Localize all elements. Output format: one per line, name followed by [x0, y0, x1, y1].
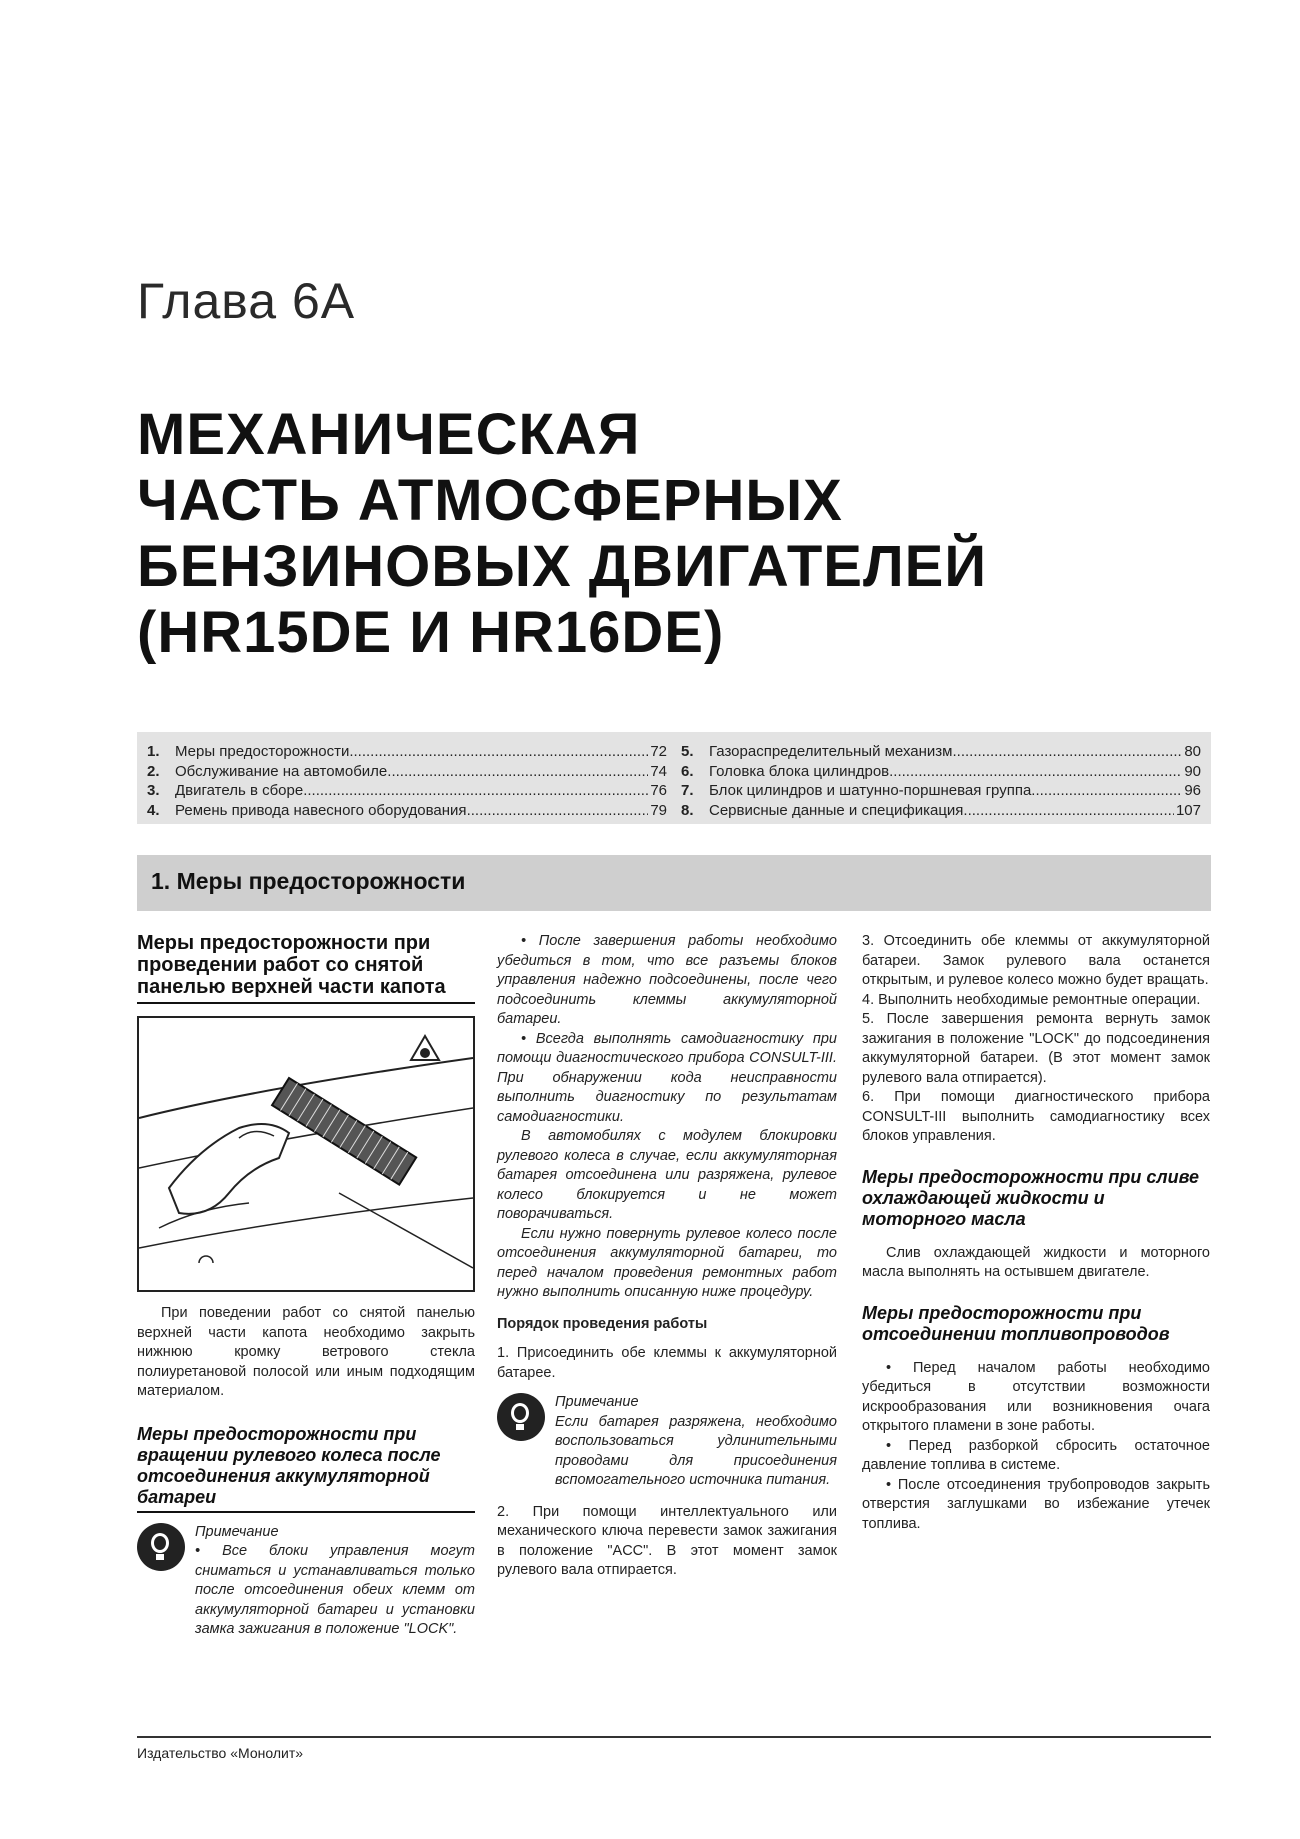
- note-block: [497, 1393, 837, 1491]
- toc-item-label: Блок цилиндров и шатунно-поршневая группа: [709, 782, 1032, 799]
- toc-item-label: Головка блока цилиндров: [709, 762, 890, 780]
- toc-item-label: Меры предосторожности: [175, 743, 350, 760]
- toc-item[interactable]: 4. Ремень привода навесного оборудования ..... 79: [147, 801, 667, 821]
- toc-item[interactable]: 6. Головка блока цилиндров ..... 90: [681, 762, 1201, 782]
- paragraph: • После завершения работы необходимо убедиться в том, что все разъемы блоков управления надежно подсоединены, после чего подсоединить клеммы аккумуляторной батареи.: [497, 933, 837, 1027]
- step: 3. Отсоединить обе клеммы от аккумуляторной батареи. Замок рулевого вала останется открытым, и рулевое колесо можно будет вращать.: [862, 933, 1210, 988]
- section-title: 1. Меры предосторожности: [151, 868, 466, 894]
- toc-leader: [963, 801, 1174, 821]
- bullet-item: • После отсоединения трубопроводов закрыть отверстия заглушками во избежание утечек топлива.: [862, 1476, 1210, 1532]
- toc-page-number: 80: [1184, 743, 1201, 760]
- windshield-illustration: [139, 1018, 473, 1290]
- toc-page-number: 76: [650, 782, 667, 799]
- lightbulb-icon: [497, 1393, 545, 1441]
- note-text: • Все блоки управления могут сниматься и устанавливаться только после отсоединения обеих клемм от аккумуляторной батареи и установки замка зажигания в положение "LOCK".: [195, 1543, 475, 1637]
- toc-leader: [1031, 781, 1182, 801]
- footer-divider: [137, 1736, 1211, 1738]
- step: 1. Присоединить обе клеммы к аккумуляторной батарее.: [497, 1345, 837, 1381]
- toc-item-label: Газораспределительный механизм: [709, 743, 953, 760]
- subsection-heading: Меры предосторожности при сливе охлаждающей жидкости и моторного масла: [862, 1166, 1199, 1229]
- toc-page-number: 90: [1184, 762, 1201, 780]
- paragraph: • Всегда выполнять самодиагностику при помощи диагностического прибора CONSULT-III. При обнаружении кода неисправности выполнить диагностику по результатам самодиагностики.: [497, 1030, 837, 1125]
- step: 4. Выполнить необходимые ремонтные операции.: [862, 991, 1201, 1008]
- toc-leader: [387, 762, 648, 782]
- title-line: (HR15DE И HR16DE): [137, 600, 725, 665]
- lightbulb-icon: [137, 1523, 185, 1571]
- toc-leader: [349, 742, 648, 762]
- toc-item-label: Двигатель в сборе: [175, 782, 304, 799]
- note-label: Примечание: [555, 1394, 639, 1410]
- figure-windshield-protection: [137, 1016, 475, 1292]
- subsection-heading: Меры предосторожности при вращении рулевого колеса после отсоединения аккумуляторной батареи: [137, 1424, 475, 1513]
- toc-page-number: 96: [1184, 782, 1201, 799]
- note-label: Примечание: [195, 1523, 279, 1540]
- toc-column-left: [147, 742, 667, 820]
- bullet-item: • Перед разборкой сбросить остаточное давление топлива в системе.: [862, 1437, 1210, 1473]
- toc-leader: [303, 781, 648, 801]
- toc-column-right: [681, 742, 1201, 820]
- toc-item-label: Обслуживание на автомобиле: [175, 762, 388, 780]
- title-line: ЧАСТЬ АТМОСФЕРНЫХ: [137, 468, 843, 533]
- chapter-label: Глава 6А: [137, 273, 356, 329]
- paragraph: Слив охлаждающей жидкости и моторного масла выполнять на остывшем двигателе.: [862, 1244, 1210, 1280]
- column-right: [862, 932, 1210, 1534]
- paragraph: В автомобилях с модулем блокировки рулевого колеса в случае, если аккумуляторная батарея отсоединена или разряжена, рулевое колесо блокируется и не может поворачиваться.: [497, 1128, 837, 1222]
- note-block: [137, 1523, 475, 1640]
- procedure-heading: Порядок проведения работы: [497, 1315, 708, 1332]
- step: 6. При помощи диагностического прибора CONSULT-III выполнить самодиагностику всех блоков управления.: [862, 1089, 1210, 1144]
- toc-item[interactable]: 8. Сервисные данные и спецификация ..... 107: [681, 801, 1201, 821]
- table-of-contents: [137, 732, 1211, 824]
- column-left: [137, 932, 475, 1640]
- column-middle: [497, 932, 837, 1581]
- title-line: МЕХАНИЧЕСКАЯ: [137, 402, 641, 467]
- paragraph: Если нужно повернуть рулевое колесо после отсоединения аккумуляторной батареи, то перед началом проведения ремонтных работ нужно выполнить описанную ниже процедуру.: [497, 1225, 837, 1300]
- toc-page-number: 74: [650, 762, 667, 780]
- toc-item-label: Ремень привода навесного оборудования: [175, 801, 467, 819]
- toc-item[interactable]: 7. Блок цилиндров и шатунно-поршневая группа ..... 96: [681, 781, 1201, 801]
- toc-page-number: 107: [1175, 801, 1201, 819]
- toc-leader: [952, 742, 1182, 762]
- step: 2. При помощи интеллектуального или механического ключа перевести замок зажигания в положение "ACC". В этот момент замок рулевого вала отпирается.: [497, 1503, 837, 1578]
- toc-page-number: 79: [650, 801, 667, 819]
- section-header-bar: [137, 855, 1211, 911]
- toc-item[interactable]: 3. Двигатель в сборе ..... 76: [147, 781, 667, 801]
- bullet-item: • Перед началом работы необходимо убедиться в отсутствии возможности искрообразования или возникновения очага открытого пламени в зоне работы.: [862, 1359, 1210, 1434]
- step: 5. После завершения ремонта вернуть замок зажигания в положение "LOCK" до подсоединения аккумуляторной батареи. (В этот момент замок рулевого вала отпирается).: [862, 1011, 1210, 1086]
- figure-caption: При поведении работ со снятой панелью верхней части капота необходимо закрыть нижнюю кромку ветрового стекла полиуретановой полосой или иным подходящим материалом.: [137, 1305, 475, 1399]
- title-line: БЕНЗИНОВЫХ ДВИГАТЕЛЕЙ: [137, 534, 988, 599]
- toc-leader: [889, 762, 1182, 782]
- toc-leader: [467, 801, 649, 821]
- publisher-footer: Издательство «Монолит»: [137, 1745, 304, 1761]
- subsection-heading: Меры предосторожности при отсоединении топливопроводов: [862, 1302, 1170, 1344]
- note-text: Если батарея разряжена, необходимо воспользоваться удлинительными проводами для присоединения вспомогательного источника питания.: [555, 1413, 837, 1488]
- toc-item[interactable]: 2. Обслуживание на автомобиле ..... 74: [147, 762, 667, 782]
- toc-item[interactable]: 5. Газораспределительный механизм ..... 80: [681, 742, 1201, 762]
- subsection-heading: Меры предосторожности при проведении работ со снятой панелью верхней части капота: [137, 932, 475, 1004]
- toc-item[interactable]: 1. Меры предосторожности ..... 72: [147, 742, 667, 762]
- toc-page-number: 72: [650, 743, 667, 760]
- chapter-title: [137, 402, 1187, 666]
- toc-item-label: Сервисные данные и спецификация: [709, 801, 964, 819]
